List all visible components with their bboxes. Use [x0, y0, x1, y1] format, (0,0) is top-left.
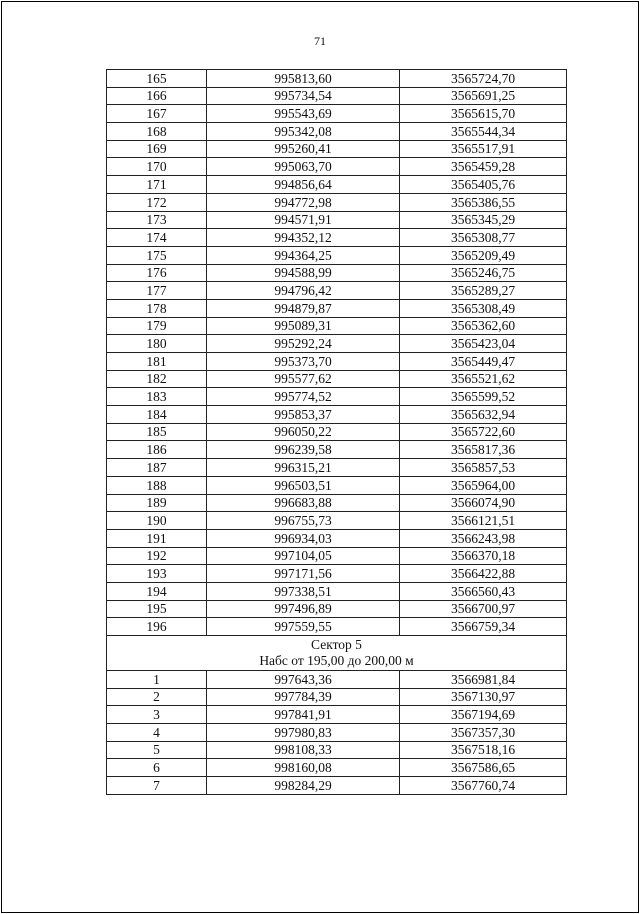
table-row	[107, 529, 567, 547]
table-row	[107, 317, 567, 335]
coordinate-y-cell: 3565308,49	[400, 299, 567, 317]
coordinate-y-cell: 3567357,30	[400, 724, 567, 742]
table-row	[107, 476, 567, 494]
coordinate-y-cell: 3565362,60	[400, 317, 567, 335]
coordinate-y-cell: 3566370,18	[400, 547, 567, 565]
coordinate-x-cell: 994796,42	[207, 282, 400, 300]
sector-header	[107, 636, 567, 671]
point-number-cell: 173	[107, 211, 207, 229]
sector-cell	[107, 636, 567, 671]
coordinate-y-cell: 3565964,00	[400, 476, 567, 494]
coordinate-x-cell: 995853,37	[207, 406, 400, 424]
coordinate-y-cell: 3566759,34	[400, 618, 567, 636]
table-row	[107, 123, 567, 141]
coordinate-y-cell: 3566700,97	[400, 600, 567, 618]
table-row	[107, 353, 567, 371]
coordinate-x-cell: 997980,83	[207, 724, 400, 742]
table-row	[107, 565, 567, 583]
coordinate-x-cell: 997104,05	[207, 547, 400, 565]
table-row	[107, 512, 567, 530]
coordinate-x-cell: 994772,98	[207, 193, 400, 211]
coordinate-y-cell: 3565209,49	[400, 246, 567, 264]
point-number-cell: 179	[107, 317, 207, 335]
table-row	[107, 706, 567, 724]
table-row	[107, 70, 567, 88]
table-row	[107, 87, 567, 105]
coordinate-y-cell: 3566243,98	[400, 529, 567, 547]
coordinate-y-cell: 3565423,04	[400, 335, 567, 353]
coordinate-x-cell: 998160,08	[207, 759, 400, 777]
point-number-cell: 175	[107, 246, 207, 264]
coordinate-x-cell: 994571,91	[207, 211, 400, 229]
table-row	[107, 618, 567, 636]
point-number-cell: 190	[107, 512, 207, 530]
point-number-cell: 167	[107, 105, 207, 123]
sector-subtitle: Набс от 195,00 до 200,00 м	[259, 653, 414, 668]
coordinate-y-cell: 3565724,70	[400, 70, 567, 88]
point-number-cell: 6	[107, 759, 207, 777]
table-section-2	[107, 671, 567, 795]
coordinate-y-cell: 3565289,27	[400, 282, 567, 300]
point-number-cell: 177	[107, 282, 207, 300]
table-row	[107, 176, 567, 194]
coordinate-y-cell: 3565817,36	[400, 441, 567, 459]
coordinate-x-cell: 997338,51	[207, 582, 400, 600]
sector-title: Сектор 5	[311, 637, 362, 652]
point-number-cell: 174	[107, 229, 207, 247]
point-number-cell: 5	[107, 741, 207, 759]
table-row	[107, 264, 567, 282]
coordinate-y-cell: 3565722,60	[400, 423, 567, 441]
coordinate-x-cell: 994856,64	[207, 176, 400, 194]
table-row	[107, 671, 567, 689]
point-number-cell: 7	[107, 777, 207, 795]
coordinate-x-cell: 997171,56	[207, 565, 400, 583]
table-row	[107, 759, 567, 777]
coordinate-x-cell: 994352,12	[207, 229, 400, 247]
coordinate-y-cell: 3565632,94	[400, 406, 567, 424]
point-number-cell: 188	[107, 476, 207, 494]
coordinate-x-cell: 996050,22	[207, 423, 400, 441]
coordinate-x-cell: 995292,24	[207, 335, 400, 353]
coordinate-x-cell: 995543,69	[207, 105, 400, 123]
table-section-1	[107, 70, 567, 636]
coordinate-x-cell: 996239,58	[207, 441, 400, 459]
point-number-cell: 165	[107, 70, 207, 88]
coordinate-x-cell: 996934,03	[207, 529, 400, 547]
coordinate-y-cell: 3567760,74	[400, 777, 567, 795]
point-number-cell: 170	[107, 158, 207, 176]
coordinate-y-cell: 3566981,84	[400, 671, 567, 689]
point-number-cell: 183	[107, 388, 207, 406]
coordinate-x-cell: 995089,31	[207, 317, 400, 335]
coordinate-x-cell: 997643,36	[207, 671, 400, 689]
table-row	[107, 158, 567, 176]
table-row	[107, 335, 567, 353]
coordinate-y-cell: 3567518,16	[400, 741, 567, 759]
table-row	[107, 741, 567, 759]
point-number-cell: 194	[107, 582, 207, 600]
point-number-cell: 196	[107, 618, 207, 636]
coordinate-x-cell: 995260,41	[207, 140, 400, 158]
table-row	[107, 246, 567, 264]
point-number-cell: 184	[107, 406, 207, 424]
point-number-cell: 1	[107, 671, 207, 689]
coordinate-x-cell: 995342,08	[207, 123, 400, 141]
table-row	[107, 582, 567, 600]
point-number-cell: 3	[107, 706, 207, 724]
table-row	[107, 388, 567, 406]
coordinate-y-cell: 3565345,29	[400, 211, 567, 229]
coordinate-y-cell: 3566074,90	[400, 494, 567, 512]
table-row	[107, 547, 567, 565]
point-number-cell: 187	[107, 459, 207, 477]
table-row	[107, 688, 567, 706]
coordinate-y-cell: 3565405,76	[400, 176, 567, 194]
sector-row	[107, 636, 567, 671]
coordinate-x-cell: 995813,60	[207, 70, 400, 88]
coordinate-y-cell: 3566422,88	[400, 565, 567, 583]
coordinate-y-cell: 3565517,91	[400, 140, 567, 158]
coordinate-x-cell: 994364,25	[207, 246, 400, 264]
coordinate-x-cell: 997784,39	[207, 688, 400, 706]
coordinate-y-cell: 3565857,53	[400, 459, 567, 477]
coordinate-y-cell: 3567130,97	[400, 688, 567, 706]
coordinate-y-cell: 3565308,77	[400, 229, 567, 247]
point-number-cell: 193	[107, 565, 207, 583]
coordinate-x-cell: 998284,29	[207, 777, 400, 795]
table-row	[107, 229, 567, 247]
table-row	[107, 282, 567, 300]
coordinate-y-cell: 3567194,69	[400, 706, 567, 724]
point-number-cell: 185	[107, 423, 207, 441]
point-number-cell: 169	[107, 140, 207, 158]
point-number-cell: 181	[107, 353, 207, 371]
table-row	[107, 459, 567, 477]
coordinate-y-cell: 3565246,75	[400, 264, 567, 282]
point-number-cell: 176	[107, 264, 207, 282]
coordinate-y-cell: 3565691,25	[400, 87, 567, 105]
coordinate-x-cell: 995373,70	[207, 353, 400, 371]
coordinate-x-cell: 995774,52	[207, 388, 400, 406]
point-number-cell: 189	[107, 494, 207, 512]
coordinate-x-cell: 997841,91	[207, 706, 400, 724]
table-row	[107, 600, 567, 618]
coordinate-y-cell: 3565459,28	[400, 158, 567, 176]
coordinate-x-cell: 998108,33	[207, 741, 400, 759]
table-row	[107, 423, 567, 441]
page-number: 71	[314, 34, 326, 48]
table-row	[107, 406, 567, 424]
coordinate-y-cell: 3565449,47	[400, 353, 567, 371]
coordinate-x-cell: 995734,54	[207, 87, 400, 105]
point-number-cell: 2	[107, 688, 207, 706]
table-row	[107, 724, 567, 742]
table-row	[107, 494, 567, 512]
coordinate-x-cell: 996755,73	[207, 512, 400, 530]
coordinate-y-cell: 3565599,52	[400, 388, 567, 406]
point-number-cell: 166	[107, 87, 207, 105]
point-number-cell: 186	[107, 441, 207, 459]
coordinate-x-cell: 995577,62	[207, 370, 400, 388]
table-row	[107, 193, 567, 211]
coordinate-x-cell: 994588,99	[207, 264, 400, 282]
coordinate-y-cell: 3565521,62	[400, 370, 567, 388]
point-number-cell: 182	[107, 370, 207, 388]
coordinate-y-cell: 3566121,51	[400, 512, 567, 530]
coordinate-x-cell: 997559,55	[207, 618, 400, 636]
coordinate-y-cell: 3566560,43	[400, 582, 567, 600]
point-number-cell: 172	[107, 193, 207, 211]
table-row	[107, 105, 567, 123]
point-number-cell: 180	[107, 335, 207, 353]
table-row	[107, 441, 567, 459]
coordinate-x-cell: 996683,88	[207, 494, 400, 512]
coordinate-x-cell: 994879,87	[207, 299, 400, 317]
point-number-cell: 168	[107, 123, 207, 141]
coordinate-x-cell: 995063,70	[207, 158, 400, 176]
coordinate-y-cell: 3565386,55	[400, 193, 567, 211]
table-row	[107, 211, 567, 229]
point-number-cell: 4	[107, 724, 207, 742]
coordinate-x-cell: 997496,89	[207, 600, 400, 618]
coordinate-y-cell: 3565544,34	[400, 123, 567, 141]
coordinate-x-cell: 996315,21	[207, 459, 400, 477]
coordinate-x-cell: 996503,51	[207, 476, 400, 494]
table-row	[107, 299, 567, 317]
coordinate-y-cell: 3567586,65	[400, 759, 567, 777]
coordinate-y-cell: 3565615,70	[400, 105, 567, 123]
point-number-cell: 191	[107, 529, 207, 547]
point-number-cell: 178	[107, 299, 207, 317]
point-number-cell: 195	[107, 600, 207, 618]
table-row	[107, 370, 567, 388]
point-number-cell: 192	[107, 547, 207, 565]
table-row	[107, 140, 567, 158]
point-number-cell: 171	[107, 176, 207, 194]
table-row	[107, 777, 567, 795]
coordinates-table	[106, 69, 567, 795]
